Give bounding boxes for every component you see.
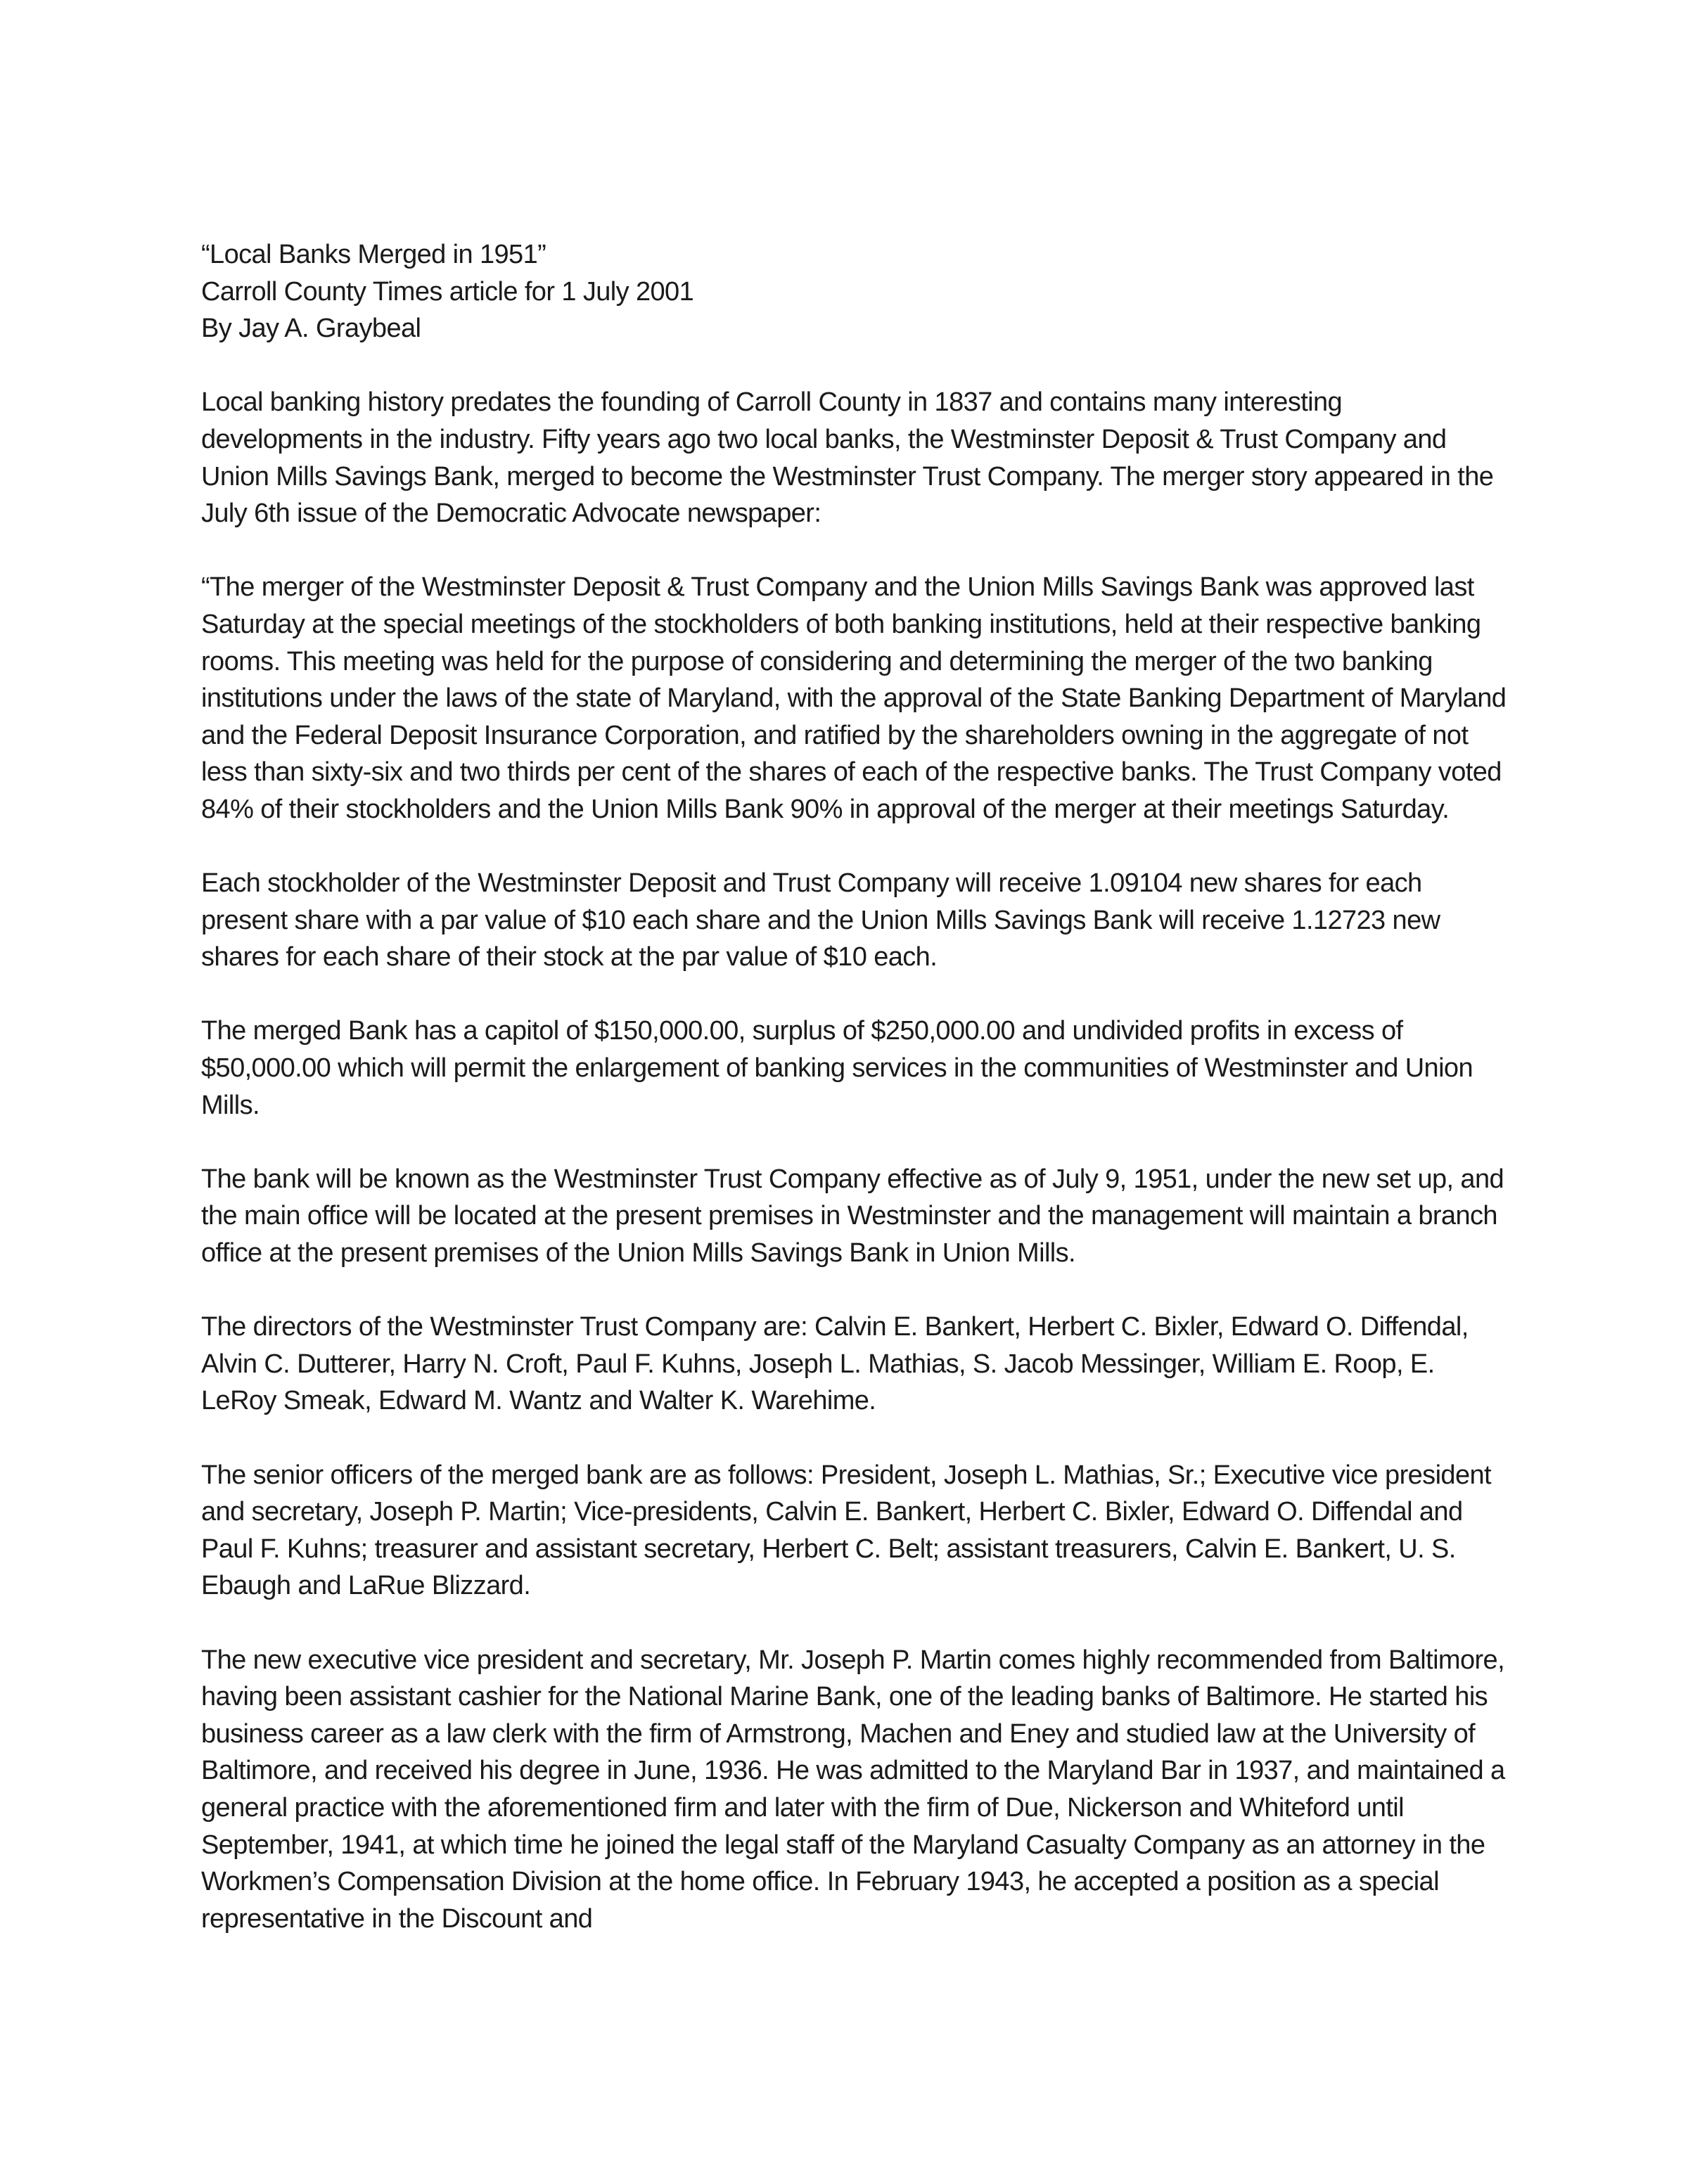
- paragraph-martin-biography: The new executive vice president and secretary, Mr. Joseph P. Martin comes highly recommended from Baltimore, having been assistant cashier for the National Marine Bank, one of the leading banks of Baltimore. He started his business career as a law clerk with the firm of Armstrong, Machen and Eney and studied law at the University of Baltimore, and received his degree in June, 1936. He was admitted to the Maryland Bar in 1937, and maintained a general practice with the aforementioned firm and later with the firm of Due, Nickerson and Whiteford until September, 1941, at which time he joined the legal staff of the Maryland Casualty Company as an attorney in the Workmen’s Compensation Division at the home office. In February 1943, he accepted a position as a special representative in the Discount and: [201, 1645, 1505, 1934]
- article-source: Carroll County Times article for 1 July 2001: [201, 276, 694, 307]
- paragraph-officers: The senior officers of the merged bank are as follows: President, Joseph L. Mathias, Sr.; Executive vice president and secretary, Joseph P. Martin; Vice-presidents, Calvin E. Bankert, Herbert C. Bixler, Edward O. Diffendal and Paul F. Kuhns; treasurer and assistant secretary, Herbert C. Belt; assistant treasurers, Calvin E. Bankert, U. S. Ebaugh and LaRue Blizzard.: [201, 1460, 1491, 1601]
- paragraph-intro: Local banking history predates the founding of Carroll County in 1837 and contains many interesting developments in the industry. Fifty years ago two local banks, the Westminster Deposit & Trust Company and Union Mills Savings Bank, merged to become the Westminster Trust Company. The merger story appeared in the July 6th issue of the Democratic Advocate newspaper:: [201, 387, 1494, 529]
- paragraph-share-exchange: Each stockholder of the Westminster Deposit and Trust Company will receive 1.09104 new shares for each present share with a par value of $10 each share and the Union Mills Savings Bank will receive 1.12723 new shares for each share of their stock at the par value of $10 each.: [201, 868, 1440, 972]
- article-header: [201, 236, 1509, 347]
- paragraph-capital: The merged Bank has a capitol of $150,000.00, surplus of $250,000.00 and undivided profits in excess of $50,000.00 which will permit the enlargement of banking services in the communities of Westminster and Union Mills.: [201, 1016, 1473, 1120]
- paragraph-bank-name: The bank will be known as the Westminster Trust Company effective as of July 9, 1951, under the new set up, and the main office will be located at the present premises in Westminster and the management will maintain a branch office at the present premises of the Union Mills Savings Bank in Union Mills.: [201, 1164, 1504, 1268]
- paragraph-directors: The directors of the Westminster Trust Company are: Calvin E. Bankert, Herbert C. Bixler, Edward O. Diffendal, Alvin C. Dutterer, Harry N. Croft, Paul F. Kuhns, Joseph L. Mathias, S. Jacob Messinger, William E. Roop, E. LeRoy Smeak, Edward M. Wantz and Walter K. Warehime.: [201, 1312, 1469, 1416]
- article-byline: By Jay A. Graybeal: [201, 314, 421, 344]
- paragraph-merger-approval: “The merger of the Westminster Deposit & Trust Company and the Union Mills Savings Bank was approved last Saturday at the special meetings of the stockholders of both banking institutions, held at their respective banking rooms. This meeting was held for the purpose of considering and determining the merger of the two banking institutions under the laws of the state of Maryland, with the approval of the State Banking Department of Maryland and the Federal Deposit Insurance Corporation, and ratified by the shareholders owning in the aggregate of not less than sixty-six and two thirds per cent of the shares of each of the respective banks. The Trust Company voted 84% of their stockholders and the Union Mills Bank 90% in approval of the merger at their meetings Saturday.: [201, 572, 1507, 824]
- article-body: [201, 236, 1509, 1937]
- article-title: “Local Banks Merged in 1951”: [201, 240, 546, 269]
